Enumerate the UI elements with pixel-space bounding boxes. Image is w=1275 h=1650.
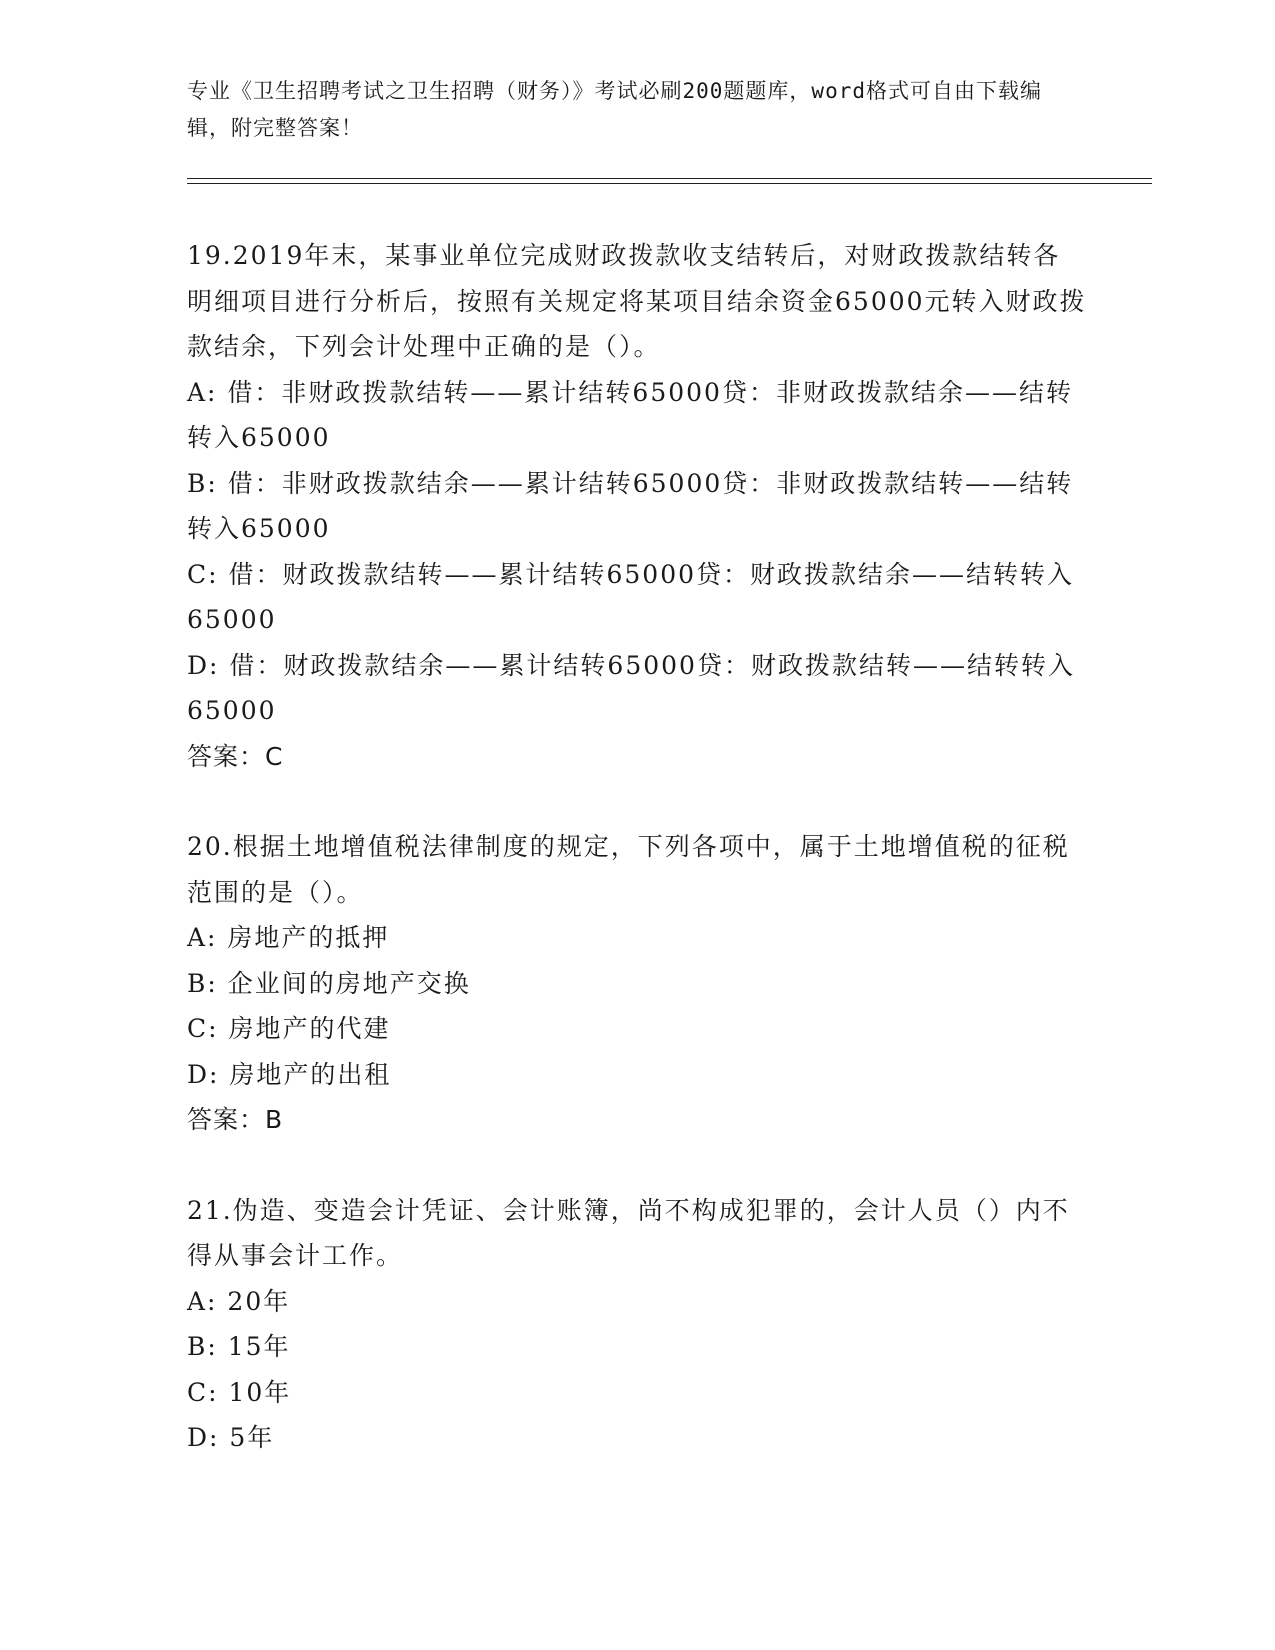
option-c: C: 10年 <box>187 1377 292 1407</box>
answer-line: 答案：B <box>187 1105 284 1134</box>
option-d: D: 借：财政拨款结余——累计结转65000贷：财政拨款结转——结转转入65000 <box>187 650 1075 725</box>
question-stem: 21.伪造、变造会计凭证、会计账簿，尚不构成犯罪的，会计人员（）内不得从事会计工作。 <box>187 1195 1070 1270</box>
option-a: A: 20年 <box>187 1286 291 1316</box>
option-a: A: 借：非财政拨款结转——累计结转65000贷：非财政拨款结余——结转转入65000 <box>187 377 1073 452</box>
question-20 <box>187 824 1087 1143</box>
option-b: B: 借：非财政拨款结余——累计结转65000贷：非财政拨款结转——结转转入65000 <box>187 468 1074 543</box>
answer-line: 答案：C <box>187 741 284 771</box>
option-b: B: 企业间的房地产交换 <box>187 968 471 998</box>
header-text: 专业《卫生招聘考试之卫生招聘（财务）》考试必刷200题题库，word格式可自由下载编辑，附完整答案！ <box>187 79 1042 140</box>
option-c: C: 借：财政拨款结转——累计结转65000贷：财政拨款结余——结转转入65000 <box>187 559 1075 634</box>
question-21 <box>187 1188 1087 1461</box>
option-d: D: 5年 <box>187 1423 275 1452</box>
header-divider-bottom <box>187 183 1152 184</box>
question-stem: 19.2019年末，某事业单位完成财政拨款收支结转后，对财政拨款结转各明细项目进行分析后，按照有关规定将某项目结余资金65000元转入财政拨款结余，下列会计处理中正确的是（）。 <box>187 241 1087 361</box>
header-divider-top <box>187 178 1152 179</box>
option-a: A: 房地产的抵押 <box>187 923 390 952</box>
option-b: B: 15年 <box>187 1332 291 1361</box>
option-c: C: 房地产的代建 <box>187 1014 391 1043</box>
option-d: D: 房地产的出租 <box>187 1059 392 1089</box>
question-stem: 20.根据土地增值税法律制度的规定，下列各项中，属于土地增值税的征税范围的是（）。 <box>187 832 1070 907</box>
question-19 <box>187 233 1087 779</box>
question-list <box>187 233 1087 1506</box>
document-header <box>187 73 1067 147</box>
